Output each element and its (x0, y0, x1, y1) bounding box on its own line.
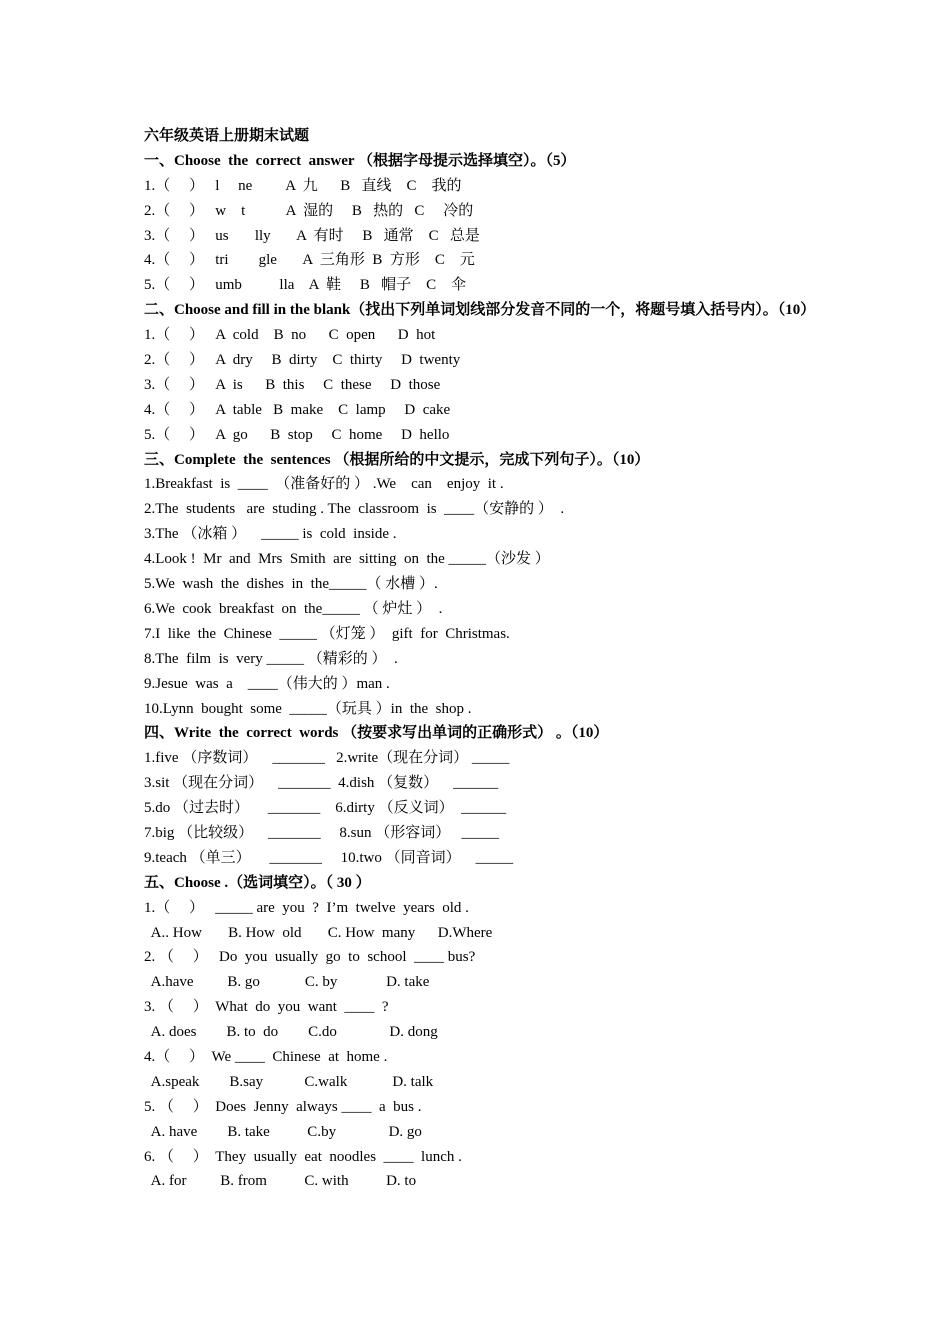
section-heading: 三、Complete the sentences （根据所给的中文提示，完成下列句子）。（10） (144, 451, 650, 468)
question-line: 1.（ ） _____ are you ? I’m twelve years old . (144, 899, 469, 916)
question-line: 6. （ ） They usually eat noodles ____ lunch . (144, 1148, 462, 1165)
question-line: A. does B. to do C.do D. dong (144, 1024, 438, 1041)
question-line: 2.（ ） A dry B dirty C thirty D twenty (144, 352, 461, 369)
question-line: 4.（ ） tri gle A 三角形 B 方形 C 元 (144, 252, 475, 269)
section-heading: 一、Choose the correct answer （根据字母提示选择填空）。（5） (144, 152, 576, 169)
question-line: 3.The （冰箱 ） _____ is cold inside . (144, 526, 397, 543)
question-line: 6.We cook breakfast on the_____ （ 炉灶 ） . (144, 600, 443, 617)
question-line: 5.do （过去时） _______ 6.dirty （反义词） ______ (144, 800, 507, 817)
question-line: 4.（ ） We ____ Chinese at home . (144, 1048, 388, 1065)
exam-title: 六年级英语上册期末试题 (144, 128, 310, 144)
question-line: A.. How B. How old C. How many D.Where (144, 924, 493, 941)
exam-document (144, 124, 824, 1194)
question-line: 3.sit （现在分词） _______ 4.dish （复数） ______ (144, 775, 499, 792)
question-line: A. have B. take C.by D. go (144, 1123, 422, 1140)
question-line: 4.Look ! Mr and Mrs Smith are sitting on the _____（沙发 ） (144, 551, 550, 568)
question-line: 9.Jesue was a ____（伟大的 ）man . (144, 675, 390, 692)
question-line: 3.（ ） A is B this C these D those (144, 376, 441, 393)
question-line: 9.teach （单三） _______ 10.two （同音词） _____ (144, 849, 514, 866)
question-line: 2.（ ） w t A 湿的 B 热的 C 冷的 (144, 202, 474, 219)
question-line: 5. （ ） Does Jenny always ____ a bus . (144, 1098, 422, 1115)
question-line: 1.five （序数词） _______ 2.write（现在分词） _____ (144, 750, 510, 767)
section-heading: 二、Choose and fill in the blank（找出下列单词划线部分发音不同的一个，将题号填入括号内）。（10） (144, 302, 816, 319)
question-line: 1.（ ） l ne A 九 B 直线 C 我的 (144, 177, 462, 194)
question-line: 2. （ ） Do you usually go to school ____ bus? (144, 949, 476, 966)
question-line: 1.Breakfast is ____ （准备好的 ） .We can enjoy it . (144, 476, 504, 493)
question-line: A. for B. from C. with D. to (144, 1173, 417, 1190)
question-line: 1.（ ） A cold B no C open D hot (144, 327, 436, 344)
section-heading: 四、Write the correct words （按要求写出单词的正确形式） 。（10） (144, 725, 609, 742)
question-line: 8.The film is very _____ （精彩的 ） . (144, 650, 398, 667)
section-heading: 五、Choose .（选词填空）。（ 30 ） (144, 874, 371, 891)
question-line: 5.We wash the dishes in the_____（ 水槽 ）. (144, 576, 438, 593)
question-line: 10.Lynn bought some _____（玩具 ）in the shop . (144, 700, 472, 717)
question-line: 3.（ ） us lly A 有时 B 通常 C 总是 (144, 227, 480, 244)
question-line: A.have B. go C. by D. take (144, 974, 430, 991)
question-line: 2.The students are studing . The classroom is ____（安静的 ） . (144, 501, 565, 518)
question-line: 5.（ ） A go B stop C home D hello (144, 426, 450, 443)
question-line: 3. （ ） What do you want ____ ? (144, 999, 389, 1016)
question-line: A.speak B.say C.walk D. talk (144, 1073, 434, 1090)
question-line: 7.I like the Chinese _____ （灯笼 ） gift for Christmas. (144, 625, 510, 642)
exam-body (144, 149, 824, 1194)
question-line: 5.（ ） umb lla A 鞋 B 帽子 C 伞 (144, 277, 467, 294)
question-line: 4.（ ） A table B make C lamp D cake (144, 401, 451, 418)
question-line: 7.big （比较级） _______ 8.sun （形容词） _____ (144, 824, 500, 841)
